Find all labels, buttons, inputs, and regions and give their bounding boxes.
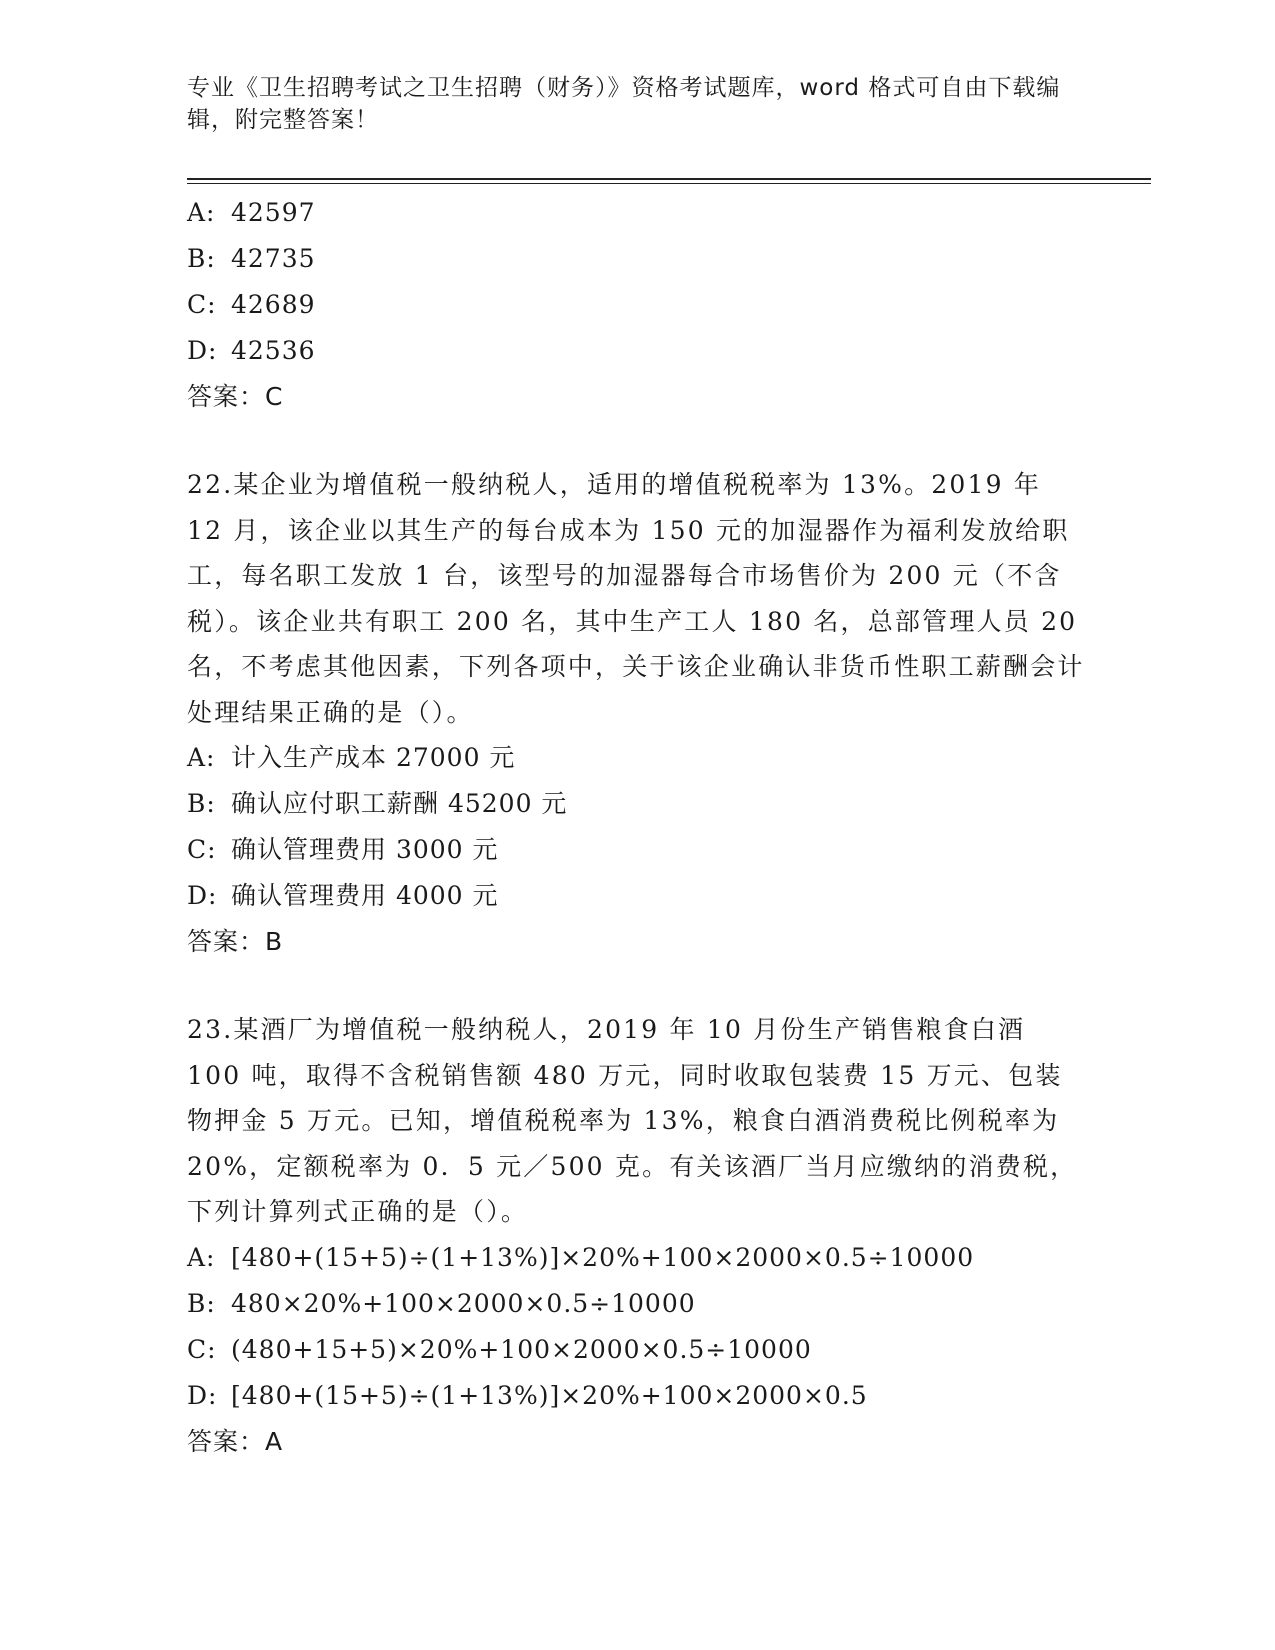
header-rule — [187, 178, 1151, 180]
option-d: D: [480+(15+5)÷(1+13%)]×20%+100×2000×0.5 — [187, 1380, 868, 1410]
option-text: 480×20%+100×2000×0.5÷10000 — [231, 1288, 696, 1318]
option-text: (480+15+5)×20%+100×2000×0.5÷10000 — [231, 1334, 812, 1364]
option-text: 42536 — [231, 336, 316, 365]
option-d: D: 确认管理费用 4000 元 — [187, 881, 499, 910]
option-a: A: [480+(15+5)÷(1+13%)]×20%+100×2000×0.5÷10000 — [187, 1242, 975, 1272]
question-stem: 22.某企业为增值税一般纳税人，适用的增值税税率为 13%。2019 年 12 月，该企业以其生产的每台成本为 150 元的加湿器作为福利发放给职工，每名职工发放 1 台，该型号的加湿器每合市场售价为 200 元（不含税）。该企业共有职工 200 名，其中生产工人 180 名，总部管理人员 20 名，不考虑其他因素，下列各项中，关于该企业确认非货币性职工薪酬会计处理结果正确的是（）。 — [187, 470, 1085, 727]
option-text: 确认管理费用 4000 元 — [231, 881, 499, 910]
option-c: C: 42689 — [187, 290, 316, 319]
option-c: C: 确认管理费用 3000 元 — [187, 835, 499, 864]
answer-line: 答案：A — [187, 1426, 284, 1456]
option-a: A: 计入生产成本 27000 元 — [187, 743, 516, 772]
option-a: A: 42597 — [187, 198, 316, 227]
answer-line: 答案：B — [187, 927, 284, 956]
question-stem: 23.某酒厂为增值税一般纳税人，2019 年 10 月份生产销售粮食白酒 100 吨，取得不含税销售额 480 万元，同时收取包装费 15 万元、包装物押金 5 万元。已知，增值税税率为 13%，粮食白酒消费税比例税率为 20%，定额税率为 0．5 元／500 克。有关该酒厂当月应缴纳的消费税，下列计算列式正确的是（）。 — [187, 1015, 1078, 1226]
option-text: 42689 — [231, 290, 316, 319]
option-text: [480+(15+5)÷(1+13%)]×20%+100×2000×0.5÷10000 — [231, 1242, 975, 1272]
question-22 — [187, 462, 1087, 965]
prev-question — [187, 190, 1087, 420]
option-d: D: 42536 — [187, 336, 316, 365]
answer-line: 答案：C — [187, 382, 284, 411]
option-b: B: 42735 — [187, 244, 316, 273]
question-23 — [187, 1007, 1087, 1465]
option-b: B: 480×20%+100×2000×0.5÷10000 — [187, 1288, 696, 1318]
option-text: 确认应付职工薪酬 45200 元 — [231, 789, 568, 818]
option-text: 42597 — [231, 198, 316, 227]
option-c: C: (480+15+5)×20%+100×2000×0.5÷10000 — [187, 1334, 812, 1364]
document-header: 专业《卫生招聘考试之卫生招聘（财务）》资格考试题库，word 格式可自由下载编辑，附完整答案！ — [187, 75, 1061, 133]
header-rule-thin — [187, 183, 1151, 184]
option-b: B: 确认应付职工薪酬 45200 元 — [187, 789, 568, 818]
document-body — [187, 190, 1087, 1465]
option-text: 42735 — [231, 244, 316, 273]
option-text: 计入生产成本 27000 元 — [231, 743, 516, 772]
option-text: [480+(15+5)÷(1+13%)]×20%+100×2000×0.5 — [231, 1380, 868, 1410]
option-text: 确认管理费用 3000 元 — [231, 835, 499, 864]
